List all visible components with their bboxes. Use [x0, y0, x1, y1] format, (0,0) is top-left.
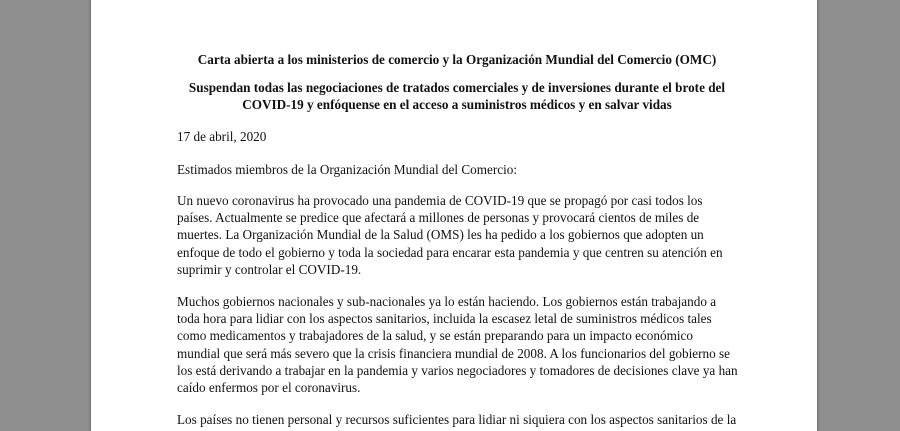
letter-title: Carta abierta a los ministerios de comercio y la Organización Mundial del Comercio (OMC) — [197, 52, 717, 67]
paragraph-line: suprimir y controlar el COVID-19. — [177, 261, 362, 277]
paragraph-line: caído enfermos por el coronavirus. — [177, 380, 361, 396]
paragraph-line: Un nuevo coronavirus ha provocado una pandemia de COVID-19 que se propagó por casi todos los — [177, 193, 703, 208]
paragraph — [177, 293, 737, 396]
paragraph-line: los está derivando a trabajar en la pandemia y varios negociadores y tomadores de decisiones clave ya han — [177, 362, 738, 378]
paragraph — [177, 411, 737, 428]
paragraph-line: Muchos gobiernos nacionales y sub-nacionales ya lo están haciendo. Los gobiernos están trabajando a — [177, 294, 717, 309]
letter-date: 17 de abril, 2020 — [177, 129, 267, 144]
paragraph-line: muertes. La Organización Mundial de la Salud (OMS) les ha pedido a los gobiernos que adopten un — [177, 227, 704, 243]
paragraph-line: mundial que será más severo que la crisis financiera mundial de 2008. A los funcionarios del gobierno se — [177, 345, 730, 361]
paragraph-line: enfoque de todo el gobierno y toda la sociedad para encarar esta pandemia y que centren su atención en — [177, 244, 723, 260]
paragraph-line: toda hora para lidiar con los aspectos sanitarios, incluida la escasez letal de suministros médicos tales — [177, 311, 712, 327]
paragraph — [177, 192, 737, 278]
letter-greeting: Estimados miembros de la Organización Mundial del Comercio: — [177, 162, 517, 177]
paragraph-line: países. Actualmente se predice que afectará a millones de personas y provocará cientos de miles de — [177, 210, 700, 226]
paragraph-line: Los países no tienen personal y recursos suficientes para lidiar ni siquiera con los aspectos sanitarios de la — [177, 412, 737, 427]
document-page — [91, 0, 817, 431]
letter-subtitle: Suspendan todas las negociaciones de tratados comerciales y de inversiones durante el brote del COVID-19 y enfóquense en el acceso a suministros médicos y en salvar vidas — [188, 80, 726, 112]
paragraph-line: como medicamentos y trabajadores de la salud, y se están preparando para un impacto económico — [177, 328, 693, 344]
